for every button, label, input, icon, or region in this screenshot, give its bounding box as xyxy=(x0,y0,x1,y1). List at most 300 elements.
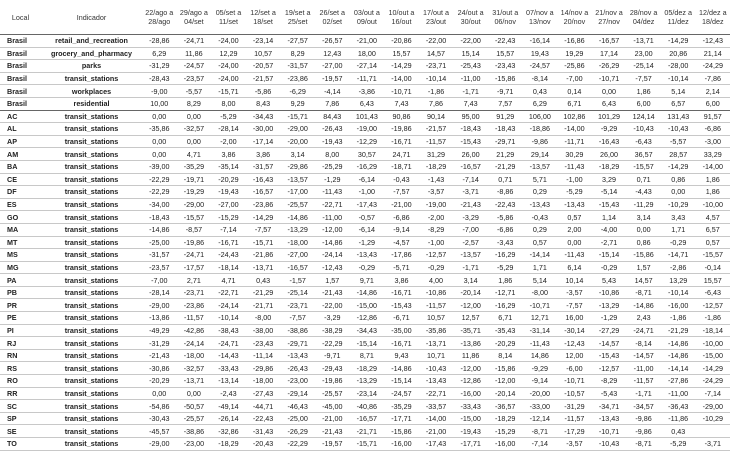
cell-value: -16,57 xyxy=(592,35,627,48)
cell-value: -18,29 xyxy=(211,438,246,451)
cell-value: -24,57 xyxy=(177,60,212,73)
cell-value: -19,71 xyxy=(177,173,212,186)
header-local: Local xyxy=(0,0,41,35)
cell-value: 1,86 xyxy=(488,274,523,287)
cell-indicador: retail_and_recreation xyxy=(41,35,142,48)
cell-value: -13,29 xyxy=(280,223,315,236)
cell-value: -13,43 xyxy=(523,198,558,211)
cell-value: -23,57 xyxy=(177,72,212,85)
cell-value: 1,86 xyxy=(626,85,661,98)
cell-value: -26,14 xyxy=(211,412,246,425)
cell-value: 3,29 xyxy=(592,173,627,186)
cell-local: SP xyxy=(0,412,41,425)
cell-value: -27,00 xyxy=(211,198,246,211)
cell-value: 6,43 xyxy=(350,97,385,110)
cell-value: -15,86 xyxy=(488,362,523,375)
header-week: 14/nov a 20/nov xyxy=(557,0,592,35)
cell-value: -14,14 xyxy=(661,362,696,375)
cell-value: -35,86 xyxy=(142,123,177,136)
cell-value: -8,14 xyxy=(626,337,661,350)
cell-value: -1,29 xyxy=(592,312,627,325)
cell-value: 12,57 xyxy=(453,312,488,325)
cell-value: 0,00 xyxy=(661,186,696,199)
table-row xyxy=(0,160,730,173)
cell-value: -18,43 xyxy=(142,211,177,224)
cell-value: -21,57 xyxy=(419,123,454,136)
cell-value: -21,86 xyxy=(246,249,281,262)
cell-value: -31,14 xyxy=(523,324,558,337)
cell-value: -40,86 xyxy=(350,400,385,413)
cell-value: -36,57 xyxy=(488,400,523,413)
cell-value: -18,29 xyxy=(350,362,385,375)
cell-value: -10,29 xyxy=(696,412,730,425)
cell-value: -21,43 xyxy=(142,349,177,362)
cell-value: -17,43 xyxy=(350,198,385,211)
cell-value: -14,00 xyxy=(696,160,730,173)
header-week: 31/out a 06/nov xyxy=(488,0,523,35)
cell-value: -38,86 xyxy=(280,324,315,337)
cell-value: -14,86 xyxy=(280,211,315,224)
table-row xyxy=(0,110,730,123)
cell-value: -10,86 xyxy=(419,286,454,299)
cell-value: -25,57 xyxy=(315,387,350,400)
cell-value: -23,43 xyxy=(488,60,523,73)
cell-value: -2,71 xyxy=(592,236,627,249)
cell-local: MS xyxy=(0,249,41,262)
cell-value: -35,86 xyxy=(419,324,454,337)
cell-value: -9,29 xyxy=(523,362,558,375)
cell-value: -15,86 xyxy=(488,72,523,85)
cell-value: -39,00 xyxy=(142,160,177,173)
cell-value: -13,43 xyxy=(419,375,454,388)
cell-value: -12,57 xyxy=(696,299,730,312)
cell-value: -14,29 xyxy=(696,362,730,375)
table-row xyxy=(0,400,730,413)
cell-value: -45,57 xyxy=(142,425,177,438)
cell-value: -34,71 xyxy=(592,400,627,413)
cell-value: 26,00 xyxy=(453,148,488,161)
cell-value: -25,14 xyxy=(280,286,315,299)
cell-value: -17,57 xyxy=(177,261,212,274)
table-row xyxy=(0,286,730,299)
cell-value: -9,71 xyxy=(488,85,523,98)
cell-value: -16,29 xyxy=(488,299,523,312)
cell-value: 1,57 xyxy=(626,261,661,274)
cell-value: 15,57 xyxy=(696,274,730,287)
cell-value: -12,86 xyxy=(453,375,488,388)
cell-value: -13,57 xyxy=(523,160,558,173)
cell-value: 24,71 xyxy=(384,148,419,161)
cell-value: 0,71 xyxy=(626,173,661,186)
cell-value: -23,71 xyxy=(177,286,212,299)
cell-value: -8,71 xyxy=(523,425,558,438)
cell-value: -10,14 xyxy=(661,286,696,299)
cell-value: -16,29 xyxy=(350,160,385,173)
cell-indicador: transit_stations xyxy=(41,249,142,262)
header-row xyxy=(0,0,730,35)
cell-value: 4,71 xyxy=(177,148,212,161)
cell-value: -27,00 xyxy=(280,249,315,262)
cell-value: -1,00 xyxy=(419,236,454,249)
cell-value: 31,29 xyxy=(419,148,454,161)
cell-value: -31,57 xyxy=(280,60,315,73)
cell-value: -5,29 xyxy=(557,186,592,199)
cell-value: -1,86 xyxy=(661,312,696,325)
cell-value: -11,57 xyxy=(626,375,661,388)
cell-value: 1,86 xyxy=(696,186,730,199)
cell-value: -8,00 xyxy=(523,286,558,299)
cell-value: -18,86 xyxy=(523,123,558,136)
cell-value: -8,14 xyxy=(523,72,558,85)
cell-value: -25,00 xyxy=(142,236,177,249)
cell-value: -28,43 xyxy=(142,72,177,85)
cell-value: -22,29 xyxy=(142,173,177,186)
cell-value: -33,43 xyxy=(211,362,246,375)
cell-value: 14,57 xyxy=(419,47,454,60)
cell-value: 8,71 xyxy=(350,349,385,362)
cell-value: 0,00 xyxy=(177,387,212,400)
cell-value: -32,57 xyxy=(177,362,212,375)
cell-value: -1,86 xyxy=(419,85,454,98)
cell-value: -16,71 xyxy=(384,337,419,350)
cell-value: -24,43 xyxy=(211,249,246,262)
cell-value: 12,71 xyxy=(523,312,558,325)
cell-value: -42,86 xyxy=(177,324,212,337)
cell-indicador: transit_stations xyxy=(41,135,142,148)
cell-value: -8,57 xyxy=(177,223,212,236)
cell-value: -21,29 xyxy=(661,324,696,337)
cell-value: 4,71 xyxy=(211,274,246,287)
cell-value: -25,43 xyxy=(453,60,488,73)
cell-value: -20,29 xyxy=(211,173,246,186)
header-indicador: Indicador xyxy=(41,0,142,35)
cell-value: -5,71 xyxy=(384,261,419,274)
cell-value: -8,71 xyxy=(626,438,661,451)
table-row xyxy=(0,299,730,312)
cell-value: -1,00 xyxy=(557,173,592,186)
cell-value: -10,14 xyxy=(419,72,454,85)
cell-value: -16,00 xyxy=(661,299,696,312)
cell-local: PB xyxy=(0,286,41,299)
cell-value: 0,43 xyxy=(523,85,558,98)
cell-value: -19,57 xyxy=(315,72,350,85)
cell-value: -10,29 xyxy=(661,198,696,211)
cell-value: 33,29 xyxy=(696,148,730,161)
cell-value: -15,43 xyxy=(384,299,419,312)
cell-value: -13,71 xyxy=(419,337,454,350)
cell-value: -25,57 xyxy=(280,198,315,211)
cell-local: RO xyxy=(0,375,41,388)
cell-value: -3,86 xyxy=(350,85,385,98)
cell-value: -19,43 xyxy=(453,425,488,438)
cell-value: -15,57 xyxy=(626,160,661,173)
cell-value: -6,00 xyxy=(557,362,592,375)
cell-value: -7,57 xyxy=(557,299,592,312)
cell-value: -14,86 xyxy=(384,362,419,375)
cell-value: -14,29 xyxy=(661,35,696,48)
cell-value: -15,43 xyxy=(592,349,627,362)
cell-value: -30,43 xyxy=(142,412,177,425)
cell-value: -27,14 xyxy=(350,60,385,73)
cell-value: -21,57 xyxy=(246,72,281,85)
cell-value: -12,43 xyxy=(315,261,350,274)
cell-value: -29,00 xyxy=(142,438,177,451)
cell-indicador: transit_stations xyxy=(41,324,142,337)
cell-value: -19,57 xyxy=(315,438,350,451)
cell-value: -24,57 xyxy=(523,60,558,73)
cell-indicador: transit_stations xyxy=(41,123,142,136)
cell-value: -16,29 xyxy=(488,249,523,262)
cell-value: -21,29 xyxy=(246,286,281,299)
cell-value: -8,86 xyxy=(488,186,523,199)
cell-value: -24,14 xyxy=(315,249,350,262)
cell-value: -50,57 xyxy=(177,400,212,413)
cell-value: -16,00 xyxy=(384,438,419,451)
table-row xyxy=(0,425,730,438)
cell-value: -0,43 xyxy=(523,211,558,224)
cell-value: -18,29 xyxy=(488,412,523,425)
cell-value: -10,71 xyxy=(592,72,627,85)
cell-value: 15,14 xyxy=(453,47,488,60)
header-week: 28/nov a 04/dez xyxy=(626,0,661,35)
cell-value: -3,43 xyxy=(488,236,523,249)
cell-value: -29,71 xyxy=(280,337,315,350)
cell-value: 7,86 xyxy=(419,97,454,110)
cell-value: 9,29 xyxy=(280,97,315,110)
cell-value: -11,57 xyxy=(419,299,454,312)
header-week: 29/ago a 04/set xyxy=(177,0,212,35)
cell-value: 7,43 xyxy=(453,97,488,110)
cell-value: 4,00 xyxy=(419,274,454,287)
cell-value: -27,43 xyxy=(246,387,281,400)
cell-value: -5,29 xyxy=(211,110,246,123)
cell-value: 101,29 xyxy=(592,110,627,123)
cell-indicador: transit_stations xyxy=(41,337,142,350)
cell-value: -35,43 xyxy=(488,324,523,337)
cell-indicador: grocery_and_pharmacy xyxy=(41,47,142,60)
cell-value: -3,29 xyxy=(315,312,350,325)
cell-value: -34,43 xyxy=(246,110,281,123)
cell-value: -33,57 xyxy=(419,400,454,413)
cell-indicador: transit_stations xyxy=(41,286,142,299)
cell-value: -22,00 xyxy=(315,299,350,312)
cell-value: -17,71 xyxy=(453,438,488,451)
cell-value: -5,14 xyxy=(592,186,627,199)
cell-value: -15,14 xyxy=(592,249,627,262)
cell-indicador: transit_stations xyxy=(41,173,142,186)
table-row xyxy=(0,135,730,148)
cell-value: -14,86 xyxy=(315,236,350,249)
cell-value: -22,29 xyxy=(315,337,350,350)
cell-value: 7,43 xyxy=(384,97,419,110)
cell-value: -11,71 xyxy=(350,72,385,85)
cell-value: -14,00 xyxy=(557,123,592,136)
cell-value: 28,57 xyxy=(661,148,696,161)
cell-value: -12,29 xyxy=(350,135,385,148)
cell-value: 6,00 xyxy=(696,97,730,110)
cell-value: 12,00 xyxy=(557,349,592,362)
cell-value: -20,29 xyxy=(488,337,523,350)
cell-value: 8,43 xyxy=(246,97,281,110)
cell-value: 16,00 xyxy=(557,312,592,325)
cell-value: -34,43 xyxy=(350,324,385,337)
cell-value: -14,86 xyxy=(661,337,696,350)
cell-value: -19,29 xyxy=(177,186,212,199)
cell-value: -13,43 xyxy=(280,349,315,362)
cell-value: -1,43 xyxy=(419,173,454,186)
header-week: 07/nov a 13/nov xyxy=(523,0,558,35)
cell-value: -10,71 xyxy=(557,375,592,388)
cell-value: -14,29 xyxy=(246,211,281,224)
cell-value: -7,86 xyxy=(696,72,730,85)
cell-value: -18,00 xyxy=(177,349,212,362)
cell-value: -0,57 xyxy=(350,211,385,224)
cell-value: 1,57 xyxy=(315,274,350,287)
cell-value: 15,57 xyxy=(384,47,419,60)
cell-value: -19,00 xyxy=(350,123,385,136)
cell-value: 6,29 xyxy=(523,97,558,110)
table-row xyxy=(0,123,730,136)
cell-value: -30,14 xyxy=(557,324,592,337)
cell-value: -20,86 xyxy=(384,35,419,48)
cell-value: -44,71 xyxy=(246,400,281,413)
cell-value: -24,00 xyxy=(211,72,246,85)
header-week: 22/ago a 28/ago xyxy=(142,0,177,35)
cell-value: -3,00 xyxy=(696,135,730,148)
cell-value: -24,00 xyxy=(211,60,246,73)
cell-value: -11,86 xyxy=(661,412,696,425)
cell-value: -15,86 xyxy=(626,249,661,262)
cell-value: -7,00 xyxy=(557,72,592,85)
cell-value: -36,43 xyxy=(661,400,696,413)
table-row xyxy=(0,60,730,73)
cell-value: 17,14 xyxy=(592,47,627,60)
cell-value: -5,29 xyxy=(661,438,696,451)
cell-value: -16,57 xyxy=(280,261,315,274)
cell-value: 20,86 xyxy=(661,47,696,60)
cell-value: -14,86 xyxy=(350,286,385,299)
cell-value: 1,71 xyxy=(523,261,558,274)
cell-value: 0,29 xyxy=(523,186,558,199)
cell-value: -21,00 xyxy=(315,412,350,425)
cell-value: 10,57 xyxy=(246,47,281,60)
cell-value: -14,29 xyxy=(661,160,696,173)
cell-value: -10,57 xyxy=(557,387,592,400)
cell-value: -26,43 xyxy=(280,362,315,375)
cell-value: -19,43 xyxy=(315,135,350,148)
cell-value: 12,29 xyxy=(211,47,246,60)
cell-value: 90,86 xyxy=(384,110,419,123)
cell-value: 101,43 xyxy=(350,110,385,123)
cell-value: 106,00 xyxy=(523,110,558,123)
cell-value: -13,71 xyxy=(177,375,212,388)
cell-value: 13,29 xyxy=(661,274,696,287)
cell-value: -33,00 xyxy=(523,400,558,413)
cell-value: -18,43 xyxy=(453,123,488,136)
header-week: 05/set a 11/set xyxy=(211,0,246,35)
cell-value: -7,57 xyxy=(280,312,315,325)
cell-value: -22,71 xyxy=(211,286,246,299)
table-row xyxy=(0,337,730,350)
cell-value: 0,57 xyxy=(523,236,558,249)
cell-value: -12,14 xyxy=(523,412,558,425)
cell-value: -19,86 xyxy=(384,123,419,136)
cell-value: -46,43 xyxy=(280,400,315,413)
cell-value: -25,00 xyxy=(280,412,315,425)
cell-value: -13,86 xyxy=(453,337,488,350)
cell-value: -16,14 xyxy=(523,35,558,48)
cell-value: -28,00 xyxy=(661,60,696,73)
cell-value: -2,43 xyxy=(211,387,246,400)
cell-indicador: transit_stations xyxy=(41,375,142,388)
cell-value: -10,71 xyxy=(592,425,627,438)
cell-value: -32,86 xyxy=(211,425,246,438)
cell-value: -3,71 xyxy=(696,438,730,451)
cell-value: -19,00 xyxy=(419,198,454,211)
cell-value: -23,86 xyxy=(246,198,281,211)
cell-value: 11,86 xyxy=(177,47,212,60)
cell-value: -14,86 xyxy=(142,223,177,236)
cell-value: -24,29 xyxy=(696,375,730,388)
cell-indicador: transit_stations xyxy=(41,72,142,85)
cell-value: -14,71 xyxy=(661,249,696,262)
cell-local: MG xyxy=(0,261,41,274)
cell-indicador: transit_stations xyxy=(41,412,142,425)
cell-value: -7,14 xyxy=(453,173,488,186)
cell-value: 3,14 xyxy=(626,211,661,224)
cell-value: -26,57 xyxy=(315,35,350,48)
cell-value: -25,86 xyxy=(557,60,592,73)
cell-value: -13,43 xyxy=(557,198,592,211)
cell-value: -20,00 xyxy=(523,387,558,400)
cell-value: -16,43 xyxy=(246,173,281,186)
cell-indicador: transit_stations xyxy=(41,362,142,375)
cell-value: -13,57 xyxy=(453,249,488,262)
cell-value: -1,71 xyxy=(453,261,488,274)
cell-value: -11,14 xyxy=(246,349,281,362)
cell-value: -2,00 xyxy=(211,135,246,148)
cell-value: 3,14 xyxy=(453,274,488,287)
header-week: 12/set a 18/set xyxy=(246,0,281,35)
cell-value: -38,43 xyxy=(211,324,246,337)
cell-value: -3,71 xyxy=(453,186,488,199)
cell-value: 0,00 xyxy=(142,110,177,123)
cell-value: -1,29 xyxy=(315,173,350,186)
cell-value: 6,57 xyxy=(661,97,696,110)
cell-value: -15,14 xyxy=(350,337,385,350)
cell-value: -29,86 xyxy=(280,160,315,173)
cell-value: -15,71 xyxy=(280,110,315,123)
cell-indicador: residential xyxy=(41,97,142,110)
cell-value: -45,00 xyxy=(315,400,350,413)
cell-value: -7,57 xyxy=(246,223,281,236)
cell-value: -29,71 xyxy=(488,135,523,148)
cell-value: -35,14 xyxy=(211,160,246,173)
cell-indicador: transit_stations xyxy=(41,223,142,236)
cell-value: -0,29 xyxy=(592,261,627,274)
cell-value: -10,71 xyxy=(384,85,419,98)
cell-value: 0,57 xyxy=(696,236,730,249)
cell-value: -17,43 xyxy=(419,438,454,451)
cell-value: -7,00 xyxy=(453,223,488,236)
header-week: 03/out a 09/out xyxy=(350,0,385,35)
cell-value: -1,29 xyxy=(350,236,385,249)
cell-value: -11,00 xyxy=(661,387,696,400)
cell-value: 11,86 xyxy=(453,349,488,362)
cell-value: -18,00 xyxy=(280,236,315,249)
cell-value: -22,43 xyxy=(246,412,281,425)
cell-value: -31,29 xyxy=(142,337,177,350)
